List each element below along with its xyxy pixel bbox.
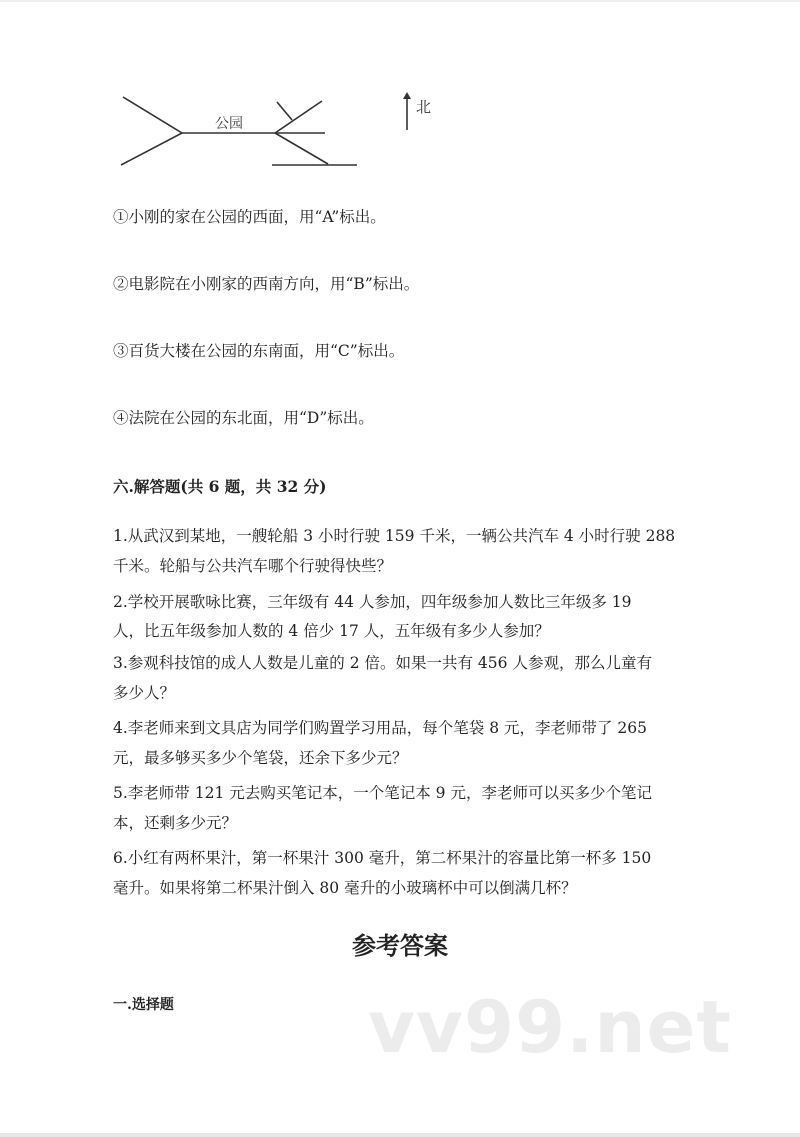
answers-title: 参考答案 <box>352 931 448 960</box>
section-heading: 六.解答题(共 6 题，共 32 分) <box>113 477 327 496</box>
north-label: 北 <box>416 98 432 116</box>
question-line: 毫升。如果将第二杯果汁倒入 80 毫升的小玻璃杯中可以倒满几杯？ <box>113 879 577 897</box>
question-line: 2.学校开展歌咏比赛，三年级有 44 人参加，四年级参加人数比三年级多 19 <box>113 593 632 611</box>
park-label: 公园 <box>215 116 243 132</box>
question-line: 3.参观科技馆的成人人数是儿童的 2 倍。如果一共有 456 人参观，那么儿童有 <box>113 654 652 672</box>
question-line: 1.从武汉到某地，一艘轮船 3 小时行驶 159 千米，一辆公共汽车 4 小时行驶 288 <box>113 527 676 545</box>
page-edge <box>0 1133 800 1137</box>
answers-section-heading: 一.选择题 <box>113 997 174 1013</box>
question-line: 多少人？ <box>113 684 176 702</box>
question-line: 6.小红有两杯果汁，第一杯果汁 300 毫升，第二杯果汁的容量比第一杯多 150 <box>113 849 652 867</box>
question-line: 4.李老师来到文具店为同学们购置学习用品，每个笔袋 8 元，李老师带了 265 <box>113 719 648 737</box>
question-line: 本，还剩多少元？ <box>113 814 238 832</box>
question-line: 元，最多够买多少个笔袋，还余下多少元？ <box>113 749 408 767</box>
park-map-diagram <box>0 0 800 190</box>
task-line: ①小刚的家在公园的西面，用“A”标出。 <box>113 208 386 226</box>
question-line: 人，比五年级参加人数的 4 倍少 17 人，五年级有多少人参加？ <box>113 622 550 640</box>
task-line: ④法院在公园的东北面，用“D”标出。 <box>113 409 374 427</box>
question-line: 千米。轮船与公共汽车哪个行驶得快些？ <box>113 557 393 575</box>
question-line: 5.李老师带 121 元去购买笔记本，一个笔记本 9 元，李老师可以买多少个笔记 <box>113 784 652 802</box>
watermark: vv99.net <box>368 985 732 1069</box>
task-line: ③百货大楼在公园的东南面，用“C”标出。 <box>113 342 405 360</box>
task-line: ②电影院在小刚家的西南方向，用“B”标出。 <box>113 275 420 293</box>
